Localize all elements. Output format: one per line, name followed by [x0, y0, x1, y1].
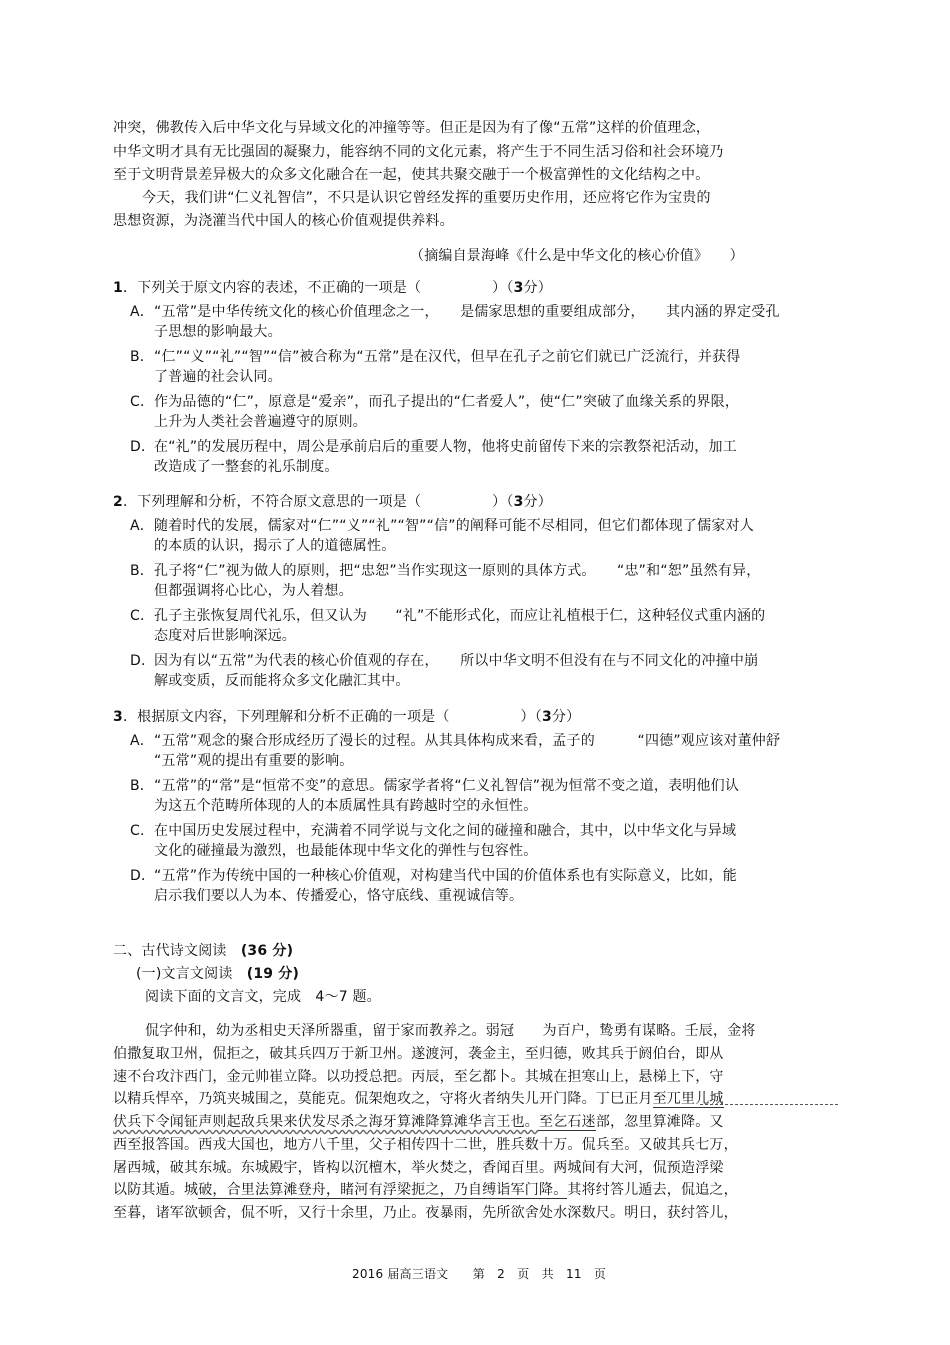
- question-1-stem: [113, 278, 552, 298]
- option-text: “五常”的“常”是“恒常不变”的意思。儒家学者将“仁义礼智信”视为恒常不变之道，表明他们认: [154, 778, 740, 794]
- q2-option-a-cont: 的本质的认识，揭示了人的道德属性。: [154, 538, 396, 554]
- question-score: 3: [513, 494, 524, 510]
- classical-line-2: 伯撒复取卫州，侃拒之，破其兵四万于新卫州。遂渡河，袭金主，至归德，败其兵于阏伯台，即从: [113, 1046, 724, 1062]
- q1-option-b-cont: 了普遍的社会认同。: [154, 369, 282, 385]
- unpunctuated-sentence: 伏兵下令闻钲声则起敌兵果来伏发尽杀之海牙算滩降算滩华言王也。: [113, 1114, 539, 1130]
- q1-option-a-cont: 子思想的影响最大。: [154, 324, 282, 340]
- question-3-stem: [113, 707, 580, 727]
- option-letter: B．: [130, 349, 155, 365]
- q3-option-d-cont: 启示我们要以人为本、传播爱心，恪守底线、重视诚信等。: [154, 888, 524, 904]
- passage-line-1: 冲突，佛教传入后中华文化与异域文化的冲撞等等。但正是因为有了像“五常”这样的价值理念，: [113, 120, 711, 136]
- option-text: 在中国历史发展过程中，充满着不同学说与文化之间的碰撞和融合，其中，以中华文化与异域: [154, 823, 737, 839]
- section-title-text: 二、古代诗文阅读: [113, 943, 227, 959]
- option-letter: D．: [130, 868, 156, 884]
- classical-line-1: 侃字仲和，幼为丞相史天泽所器重，留于家而教养之。弱冠 为百户，鸷勇有谋略。壬辰，金将: [145, 1023, 756, 1039]
- q3-option-a: [130, 731, 780, 751]
- option-letter: C．: [130, 394, 155, 410]
- question-score: 3: [541, 709, 552, 725]
- passage-line-2: 中华文明才具有无比强固的凝聚力，能容纳不同的文化元素，将产生于不同生活习俗和社会环境乃: [113, 144, 724, 160]
- q2-option-a: [130, 516, 754, 536]
- q2-option-c-cont: 态度对后世影响深远。: [154, 628, 296, 644]
- q2-option-c: [130, 606, 765, 626]
- q3-option-d: [130, 866, 737, 886]
- option-text: 因为有以“五常”为代表的核心价值观的存在， 所以中华文明不但没有在与不同文化的冲撞中崩: [154, 653, 759, 669]
- q1-option-c: [130, 392, 739, 412]
- option-letter: A．: [130, 304, 154, 320]
- q2-option-d: [130, 651, 758, 671]
- question-score: 3: [513, 280, 524, 296]
- classical-line-3: 速不台攻汴西门，金元帅崔立降。以功授总把。丙辰，至乞都卜。其城在担寒山上，悬梯上下，守: [113, 1069, 724, 1085]
- q2-option-d-cont: 解或变质，反而能将众多文化融汇其中。: [154, 673, 410, 689]
- option-letter: D．: [130, 439, 156, 455]
- underlined-sentence-start: 至兀里儿城: [652, 1091, 724, 1107]
- classical-text: 部，忽里算滩降。又: [595, 1114, 724, 1130]
- option-letter: D．: [130, 653, 156, 669]
- q1-option-d-cont: 改造成了一整套的礼乐制度。: [154, 459, 339, 475]
- option-text: “五常”是中华传统文化的核心价值理念之一， 是儒家思想的重要组成部分， 其内涵的界定受孔: [154, 304, 780, 320]
- option-letter: B．: [130, 563, 155, 579]
- page-footer: 2016 届高三语文 第 2 页 共 11 页: [352, 1267, 607, 1281]
- question-text: ．下列理解和分析，不符合原文意思的一项是（ ）（: [122, 494, 514, 510]
- q1-option-c-cont: 上升为人类社会普遍遵守的原则。: [154, 414, 367, 430]
- option-text: “五常”观念的聚合形成经历了漫长的过程。从其具体构成来看，孟子的 “四德”观应该对董仲舒: [154, 733, 781, 749]
- question-number: 3: [113, 709, 123, 725]
- underlined-place: 至乞石迷: [539, 1114, 596, 1130]
- option-text: 随着时代的发展，儒家对“仁”“义”“礼”“智”“信”的阐释可能不尽相同，但它们都体现了儒家对人: [154, 518, 754, 534]
- q3-option-c: [130, 821, 736, 841]
- underlined-translation-sentence: 破，合里法算滩登舟，睹河有浮梁扼之，乃自缚诣军门降。: [198, 1182, 568, 1198]
- option-letter: A．: [130, 518, 154, 534]
- question-text: ．下列关于原文内容的表述，不正确的一项是（ ）（: [122, 280, 514, 296]
- classical-line-8: [113, 1180, 738, 1200]
- option-text: 作为品德的“仁”，原意是“爱亲”，而孔子提出的“仁者爱人”，使“仁”突破了血缘关系的界限，: [154, 394, 740, 410]
- q1-option-b: [130, 347, 740, 367]
- option-letter: A．: [130, 733, 154, 749]
- subsection-title-text: (一)文言文阅读: [136, 966, 233, 982]
- q1-option-a: [130, 302, 780, 322]
- passage-line-4: 今天，我们讲“仁义礼智信”，不只是认识它曾经发挥的重要历史作用，还应将它作为宝贵的: [142, 190, 711, 206]
- classical-text: 以防其遁。城: [113, 1182, 199, 1198]
- passage-line-5: 思想资源，为浇灌当代中国人的核心价值观提供养料。: [113, 213, 454, 229]
- question-score-tail: 分）: [523, 280, 552, 296]
- option-text: 孔子主张恢复周代礼乐，但又认为 “礼”不能形式化，而应让礼植根于仁，这种轻仪式重内涵的: [154, 608, 766, 624]
- classical-line-7: 屠西城，破其东城。东城殿宇，皆构以沉檀木，举火焚之，香闻百里。两城间有大河，侃预造浮梁: [113, 1160, 724, 1176]
- passage-source: （摘编自景海峰《什么是中华文化的核心价值》 ）: [410, 248, 744, 264]
- option-text: 在“礼”的发展历程中，周公是承前启后的重要人物，他将史前留传下来的宗教祭祀活动，加工: [154, 439, 737, 455]
- q3-option-b-cont: 为这五个范畴所体现的人的本质属性具有跨越时空的永恒性。: [154, 798, 538, 814]
- q3-option-b: [130, 776, 739, 796]
- question-score-tail: 分）: [523, 494, 552, 510]
- classical-text: 其将纣答儿遁去，侃追之，: [567, 1182, 738, 1198]
- question-text: ．根据原文内容，下列理解和分析不正确的一项是（ ）（: [122, 709, 542, 725]
- q3-option-c-cont: 文化的碰撞最为激烈，也最能体现中华文化的弹性与包容性。: [154, 843, 538, 859]
- q2-option-b-cont: 但都强调将心比心，为人着想。: [154, 583, 353, 599]
- dashed-rule: [700, 1104, 838, 1105]
- option-text: “仁”“义”“礼”“智”“信”被合称为“五常”是在汉代，但早在孔子之前它们就已广泛流行，并获得: [154, 349, 741, 365]
- question-number: 1: [113, 280, 123, 296]
- q1-option-d: [130, 437, 737, 457]
- classical-line-6: 西至报答国。西戎大国也，地方八千里，父子相传四十二世，胜兵数十万。侃兵至。又破其兵七万，: [113, 1137, 738, 1153]
- option-letter: B．: [130, 778, 155, 794]
- option-letter: C．: [130, 823, 155, 839]
- section-title-score: (36 分): [240, 943, 294, 959]
- passage-line-3: 至于文明背景差异极大的众多文化融合在一起，使其共聚交融于一个极富弹性的文化结构之中。: [113, 167, 710, 183]
- option-text: “五常”作为传统中国的一种核心价值观，对构建当代中国的价值体系也有实际意义，比如，能: [154, 868, 737, 884]
- question-number: 2: [113, 494, 123, 510]
- subsection-title-score: (19 分): [246, 966, 300, 982]
- q3-option-a-cont: “五常”观的提出有重要的影响。: [154, 753, 354, 769]
- classical-text: 以精兵悍卒，乃筑夹城围之，莫能克。侃架炮攻之，守将火者纳失儿开门降。丁巳正月: [113, 1091, 653, 1107]
- section-2-title: [113, 941, 293, 961]
- option-letter: C．: [130, 608, 155, 624]
- question-score-tail: 分）: [551, 709, 581, 725]
- q2-option-b: [130, 561, 760, 581]
- classical-line-4: [113, 1089, 724, 1109]
- reading-instruction: 阅读下面的文言文，完成 4～7 题。: [145, 989, 381, 1005]
- subsection-title: [136, 964, 299, 984]
- question-2-stem: [113, 492, 552, 512]
- classical-line-9: 至暮，诸军欲顿舍，侃不听，又行十余里，乃止。夜暴雨，先所欲舍处水深数尺。明日，获纣答儿，: [113, 1205, 738, 1221]
- classical-line-5: [113, 1112, 724, 1132]
- option-text: 孔子将“仁”视为做人的原则，把“忠恕”当作实现这一原则的具体方式。 “忠”和“恕”虽然有异，: [154, 563, 761, 579]
